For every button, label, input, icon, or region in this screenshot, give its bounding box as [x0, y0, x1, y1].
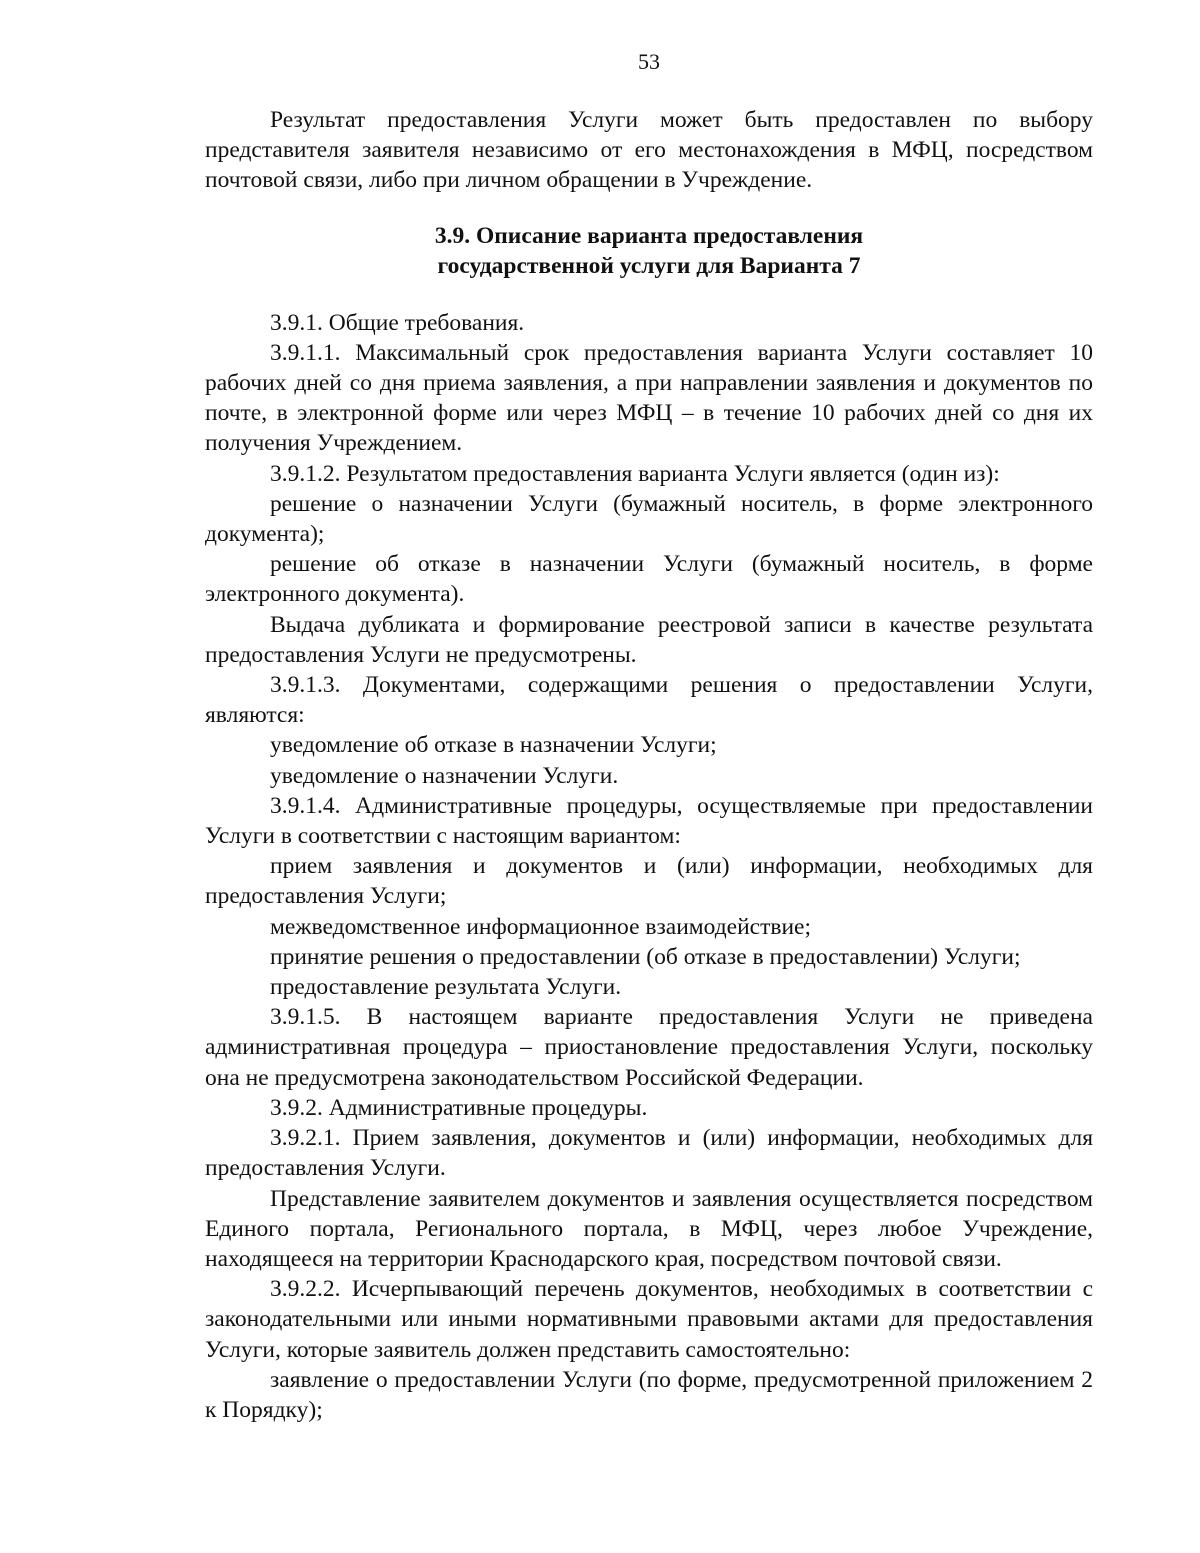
document-page: [205, 0, 1093, 1553]
paragraph: уведомление об отказе в назначении Услуги;: [270, 732, 717, 759]
intro-paragraph: Результат предоставления Услуги может быть предоставлен по выбору представителя заявителя независимо от его местонахождения в МФЦ, посредством почтовой связи, либо при личном обращении в Учреждение.: [205, 107, 1093, 194]
section-heading: [205, 221, 1093, 281]
paragraph: Представление заявителем документов и заявления осуществляется посредством Единого портала, Регионального портала, в МФЦ, через любое Учреждение, находящееся на территории Краснодарского края, посредством почтовой связи.: [205, 1185, 1093, 1272]
paragraph: 3.9.1.2. Результатом предоставления варианта Услуги является (один из):: [270, 460, 1000, 487]
paragraph: прием заявления и документов и (или) информации, необходимых для предоставления Услуги;: [205, 853, 1093, 910]
paragraph: решение о назначении Услуги (бумажный носитель, в форме электронного документа);: [205, 490, 1093, 548]
paragraph: 3.9.1.3. Документами, содержащими решения о предоставлении Услуги, являются:: [205, 672, 1093, 729]
paragraph: 3.9.1. Общие требования.: [270, 309, 525, 336]
page-number: 53: [638, 49, 660, 74]
section-heading-line-2: государственной услуги для Варианта 7: [437, 252, 861, 279]
paragraph: уведомление о назначении Услуги.: [270, 762, 619, 789]
paragraph: заявление о предоставлении Услуги (по форме, предусмотренной приложением 2 к Порядку);: [205, 1366, 1093, 1423]
paragraph: 3.9.1.5. В настоящем варианте предоставления Услуги не приведена административная процедура – приостановление предоставления Услуги, поскольку она не предусмотрена законодательством Российской Федерации.: [205, 1004, 1093, 1091]
paragraph: принятие решения о предоставлении (об отказе в предоставлении) Услуги;: [270, 943, 1021, 970]
paragraph: 3.9.2. Административные процедуры.: [270, 1094, 648, 1121]
paragraph: 3.9.1.1. Максимальный срок предоставления варианта Услуги составляет 10 рабочих дней со дня приема заявления, а при направлении заявления и документов по почте, в электронной форме или через МФЦ – в течение 10 рабочих дней со дня их получения Учреждением.: [205, 339, 1093, 457]
paragraph: 3.9.2.2. Исчерпывающий перечень документов, необходимых в соответствии с законодательными или иными нормативными правовыми актами для предоставления Услуги, которые заявитель должен представить самостоятельно:: [205, 1276, 1093, 1363]
paragraph: решение об отказе в назначении Услуги (бумажный носитель, в форме электронного документа).: [205, 551, 1093, 608]
paragraph: 3.9.1.4. Административные процедуры, осуществляемые при предоставлении Услуги в соответствии с настоящим вариантом:: [205, 792, 1093, 850]
paragraph: Выдача дубликата и формирование реестровой записи в качестве результата предоставления Услуги не предусмотрены.: [205, 611, 1093, 668]
paragraph: межведомственное информационное взаимодействие;: [270, 913, 812, 940]
section-heading-line-1: 3.9. Описание варианта предоставления: [434, 222, 864, 249]
document-body: [205, 105, 1093, 1425]
paragraph: предоставление результата Услуги.: [270, 974, 622, 1001]
paragraph: 3.9.2.1. Прием заявления, документов и (или) информации, необходимых для предоставления Услуги.: [205, 1125, 1093, 1182]
